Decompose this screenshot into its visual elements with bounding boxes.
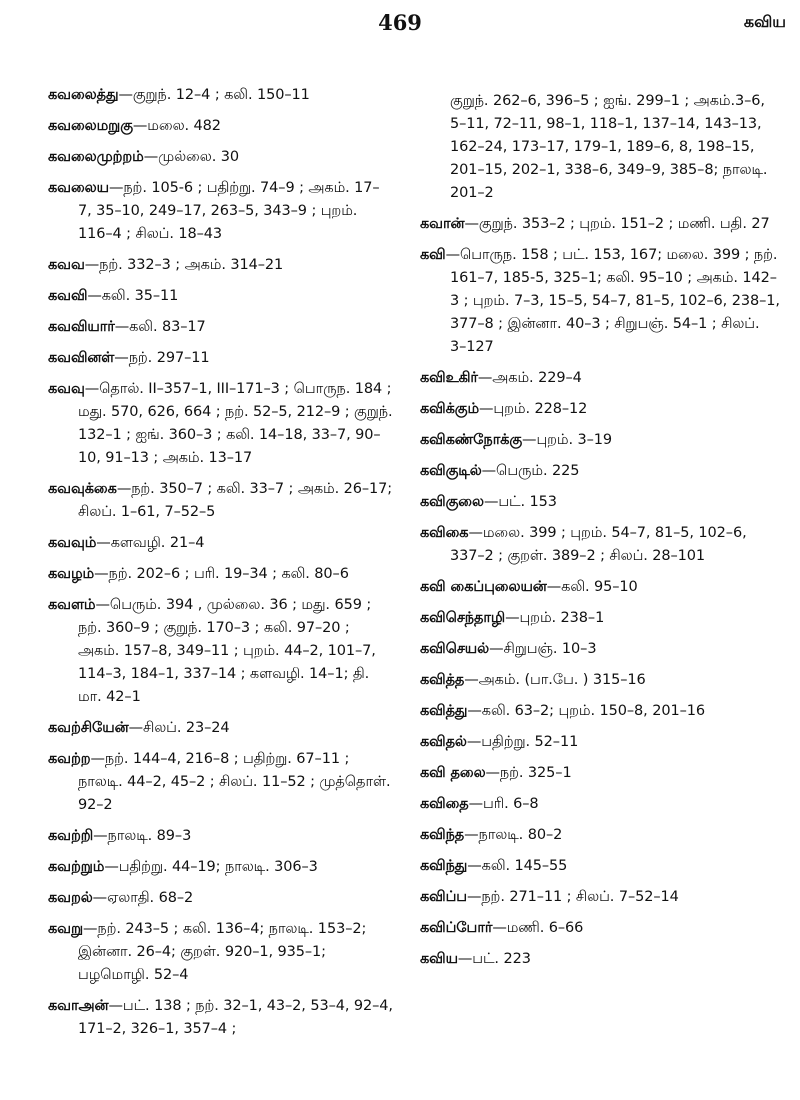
entry-references: —சிலப். 23–24 bbox=[128, 720, 230, 736]
entry-references: —தொல். II–357–1, III–171–3 ; பொருந. 184 ; மது. 570, 626, 664 ; நற். 52–5, 212–9 ; குறுந். 132–1 ; ஐங். 360–3 ; கலி. 14–18, 33–7, 90–10, 91–13 ; அகம். 13–17 bbox=[78, 381, 393, 466]
entry-headword: கவிகுலை bbox=[420, 494, 484, 510]
entry-headword: கவவியார் bbox=[48, 319, 115, 335]
entry-references: —நற். 271–11 ; சிலப். 7–52–14 bbox=[466, 889, 679, 905]
index-entry bbox=[420, 731, 780, 754]
index-entry bbox=[420, 607, 780, 630]
entry-headword: கவிந்த bbox=[420, 827, 465, 843]
entry-references: —நற். 243–5 ; கலி. 136–4; நாலடி. 153–2; இன்னா. 26–4; குறள். 920–1, 935–1; பழமொழி. 52–4 bbox=[78, 921, 367, 983]
entry-references: —பட். 223 bbox=[457, 951, 531, 967]
entry-references: —அகம். (பா.பே. ) 315–16 bbox=[464, 672, 646, 688]
right-column bbox=[420, 90, 780, 979]
entry-references: —நாலடி. 89–3 bbox=[93, 828, 192, 844]
entry-headword: கவிஉகிர் bbox=[420, 370, 478, 386]
index-entry bbox=[48, 177, 393, 246]
index-entry bbox=[48, 887, 393, 910]
entry-references: —பதிற்று. 52–11 bbox=[466, 734, 579, 750]
index-entry bbox=[420, 824, 780, 847]
entry-headword: கவிகை bbox=[420, 525, 469, 541]
entry-headword: கவி bbox=[420, 247, 446, 263]
entry-references: —நற். 350–7 ; கலி. 33–7 ; அகம். 26–17; சிலப். 1–61, 7–52–5 bbox=[78, 481, 393, 520]
running-head: கவிய bbox=[743, 12, 786, 31]
entry-references: —புறம். 228–12 bbox=[479, 401, 588, 417]
entry-headword: கவிதல் bbox=[420, 734, 467, 750]
index-entry bbox=[420, 429, 780, 452]
entry-headword: கவளம் bbox=[48, 597, 96, 613]
index-entry bbox=[420, 669, 780, 692]
entry-headword: கவலைமறுகு bbox=[48, 118, 133, 134]
entry-headword: கவலைய bbox=[48, 180, 109, 196]
index-entry bbox=[48, 856, 393, 879]
entry-references: —குறுந். 12–4 ; கலி. 150–11 bbox=[118, 87, 310, 103]
entry-headword: கவலைத்து bbox=[48, 87, 119, 103]
entry-references: —பெரும். 394 , முல்லை. 36 ; மது. 659 ; நற். 360–9 ; குறுந். 170–3 ; கலி. 97–20 ; அகம். 157–8, 349–11 ; புறம். 44–2, 101–7, 114–3, 184–1, 337–14 ; களவழி. 14–1; தி. மா. 42–1 bbox=[78, 597, 376, 705]
index-entry bbox=[48, 115, 393, 138]
entry-headword: கவாஅன் bbox=[48, 998, 109, 1014]
index-entry bbox=[48, 478, 393, 524]
index-entry bbox=[48, 717, 393, 740]
entry-headword: கவி தலை bbox=[420, 765, 486, 781]
index-entry bbox=[48, 563, 393, 586]
index-entry bbox=[420, 244, 780, 359]
entry-headword: கவவி bbox=[48, 288, 88, 304]
index-entry bbox=[48, 748, 393, 817]
index-entry bbox=[420, 855, 780, 878]
entry-headword: கவிப்ப bbox=[420, 889, 467, 905]
entry-headword: கவவ bbox=[48, 257, 85, 273]
index-entry bbox=[48, 347, 393, 370]
entry-references: —சிறுபஞ். 10–3 bbox=[489, 641, 597, 657]
entry-headword: கவித்து bbox=[420, 703, 468, 719]
entry-headword: கவற்றும் bbox=[48, 859, 105, 875]
index-entry bbox=[420, 886, 780, 909]
entry-headword: கவிசெந்தாழி bbox=[420, 610, 506, 626]
entry-headword: கவிப்போர் bbox=[420, 920, 493, 936]
index-entry bbox=[420, 638, 780, 661]
entry-headword: கவறு bbox=[48, 921, 83, 937]
entry-references: —நாலடி. 80–2 bbox=[464, 827, 563, 843]
index-entry bbox=[48, 995, 393, 1041]
entry-references: —நற். 325–1 bbox=[485, 765, 572, 781]
page-number: 469 bbox=[378, 10, 422, 35]
entry-headword: கவவுக்கை bbox=[48, 481, 117, 497]
entry-references: —அகம். 229–4 bbox=[477, 370, 582, 386]
index-entry bbox=[48, 285, 393, 308]
index-entry bbox=[48, 316, 393, 339]
entry-headword: கவிய bbox=[420, 951, 458, 967]
entry-references: —ஏலாதி. 68–2 bbox=[92, 890, 194, 906]
entry-headword: கவிகுடில் bbox=[420, 463, 482, 479]
index-entry bbox=[48, 84, 393, 107]
entry-references: —பதிற்று. 44–19; நாலடி. 306–3 bbox=[104, 859, 318, 875]
entry-headword: கவவு bbox=[48, 381, 85, 397]
entry-references: —மலை. 399 ; புறம். 54–7, 81–5, 102–6, 337–2 ; குறள். 389–2 ; சிலப். 28–101 bbox=[450, 525, 747, 564]
entry-headword: கவிதை bbox=[420, 796, 469, 812]
index-entry bbox=[48, 825, 393, 848]
entry-headword: கவிந்து bbox=[420, 858, 468, 874]
entry-references: —கலி. 95–10 bbox=[546, 579, 638, 595]
index-entry bbox=[48, 378, 393, 470]
entry-references: —புறம். 238–1 bbox=[505, 610, 605, 626]
entry-references: —பொருந. 158 ; பட். 153, 167; மலை. 399 ; நற். 161–7, 185-5, 325–1; கலி. 95–10 ; அகம். 142–3 ; புறம். 7–3, 15–5, 54–7, 81–5, 102–6, 238–1, 377–8 ; இன்னா. 40–3 ; சிறுபஞ். 54–1 ; சிலப். 3–127 bbox=[445, 247, 780, 355]
entry-headword: கவவினள் bbox=[48, 350, 115, 366]
entry-references: —மணி. 6–66 bbox=[492, 920, 584, 936]
entry-headword: கவலைமுற்றம் bbox=[48, 149, 144, 165]
entry-headword: கவான் bbox=[420, 216, 465, 232]
index-entry bbox=[48, 146, 393, 169]
index-entry bbox=[420, 793, 780, 816]
entry-headword: கவற்சியேன் bbox=[48, 720, 129, 736]
entry-references: —குறுந். 353–2 ; புறம். 151–2 ; மணி. பதி. 27 bbox=[464, 216, 770, 232]
index-entry bbox=[420, 576, 780, 599]
entry-references: —பட். 153 bbox=[483, 494, 557, 510]
left-column bbox=[48, 84, 393, 1049]
index-entry bbox=[420, 762, 780, 785]
continued-entry-references: குறுந். 262–6, 396–5 ; ஐங். 299–1 ; அகம்.3–6, 5–11, 72–11, 98–1, 118–1, 137–14, 143–13, 162–24, 173–17, 179–1, 189–6, 8, 198–15, 201–15, 202–1, 338–6, 349–9, 385–8; நாலடி. 201–2 bbox=[450, 93, 768, 201]
entry-references: —பெரும். 225 bbox=[481, 463, 580, 479]
index-entry bbox=[420, 700, 780, 723]
entry-references: —மலை. 482 bbox=[132, 118, 221, 134]
entry-references: —பட். 138 ; நற். 32–1, 43–2, 53–4, 92–4, 171–2, 326–1, 357–4 ; bbox=[78, 998, 393, 1037]
entry-references: —நற். 144–4, 216–8 ; பதிற்று. 67–11 ; நாலடி. 44–2, 45–2 ; சிலப். 11–52 ; முத்தொள். 92–2 bbox=[78, 751, 391, 813]
index-entry bbox=[48, 594, 393, 709]
entry-references: —புறம். 3–19 bbox=[522, 432, 613, 448]
index-entry bbox=[48, 532, 393, 555]
entry-references: —நற். 105-6 ; பதிற்று. 74–9 ; அகம். 17–7, 35–10, 249–17, 263–5, 343–9 ; புறம். 116–4 ; சிலப். 18–43 bbox=[78, 180, 380, 242]
entry-headword: கவறல் bbox=[48, 890, 93, 906]
entry-references: —நற். 332–3 ; அகம். 314–21 bbox=[84, 257, 284, 273]
entry-references: —நற். 297–11 bbox=[114, 350, 210, 366]
index-entry bbox=[420, 491, 780, 514]
index-entry bbox=[420, 917, 780, 940]
index-entry bbox=[420, 367, 780, 390]
entry-references: —களவழி. 21–4 bbox=[96, 535, 205, 551]
index-entry bbox=[420, 213, 780, 236]
entry-headword: கவவும் bbox=[48, 535, 97, 551]
entry-references: —கலி. 35–11 bbox=[87, 288, 179, 304]
index-entry bbox=[420, 398, 780, 421]
entry-references: —கலி. 83–17 bbox=[114, 319, 206, 335]
entry-references: —முல்லை. 30 bbox=[143, 149, 239, 165]
index-entry bbox=[48, 918, 393, 987]
index-entry bbox=[48, 254, 393, 277]
entry-references: —பரி. 6–8 bbox=[468, 796, 539, 812]
entry-headword: கவற்ற bbox=[48, 751, 91, 767]
entry-references: —கலி. 63–2; புறம். 150–8, 201–16 bbox=[467, 703, 705, 719]
entry-headword: கவற்றி bbox=[48, 828, 94, 844]
entry-headword: கவிசெயல் bbox=[420, 641, 490, 657]
entry-headword: கவித்த bbox=[420, 672, 465, 688]
entry-references: —நற். 202–6 ; பரி. 19–34 ; கலி. 80–6 bbox=[94, 566, 349, 582]
entry-headword: கவழம் bbox=[48, 566, 95, 582]
index-entry bbox=[420, 522, 780, 568]
entry-references: —கலி. 145–55 bbox=[467, 858, 568, 874]
index-entry bbox=[420, 948, 780, 971]
entry-headword: கவிகண்நோக்கு bbox=[420, 432, 523, 448]
entry-headword: கவிக்கும் bbox=[420, 401, 480, 417]
entry-headword: கவி கைப்புலையன் bbox=[420, 579, 547, 595]
index-entry bbox=[420, 460, 780, 483]
